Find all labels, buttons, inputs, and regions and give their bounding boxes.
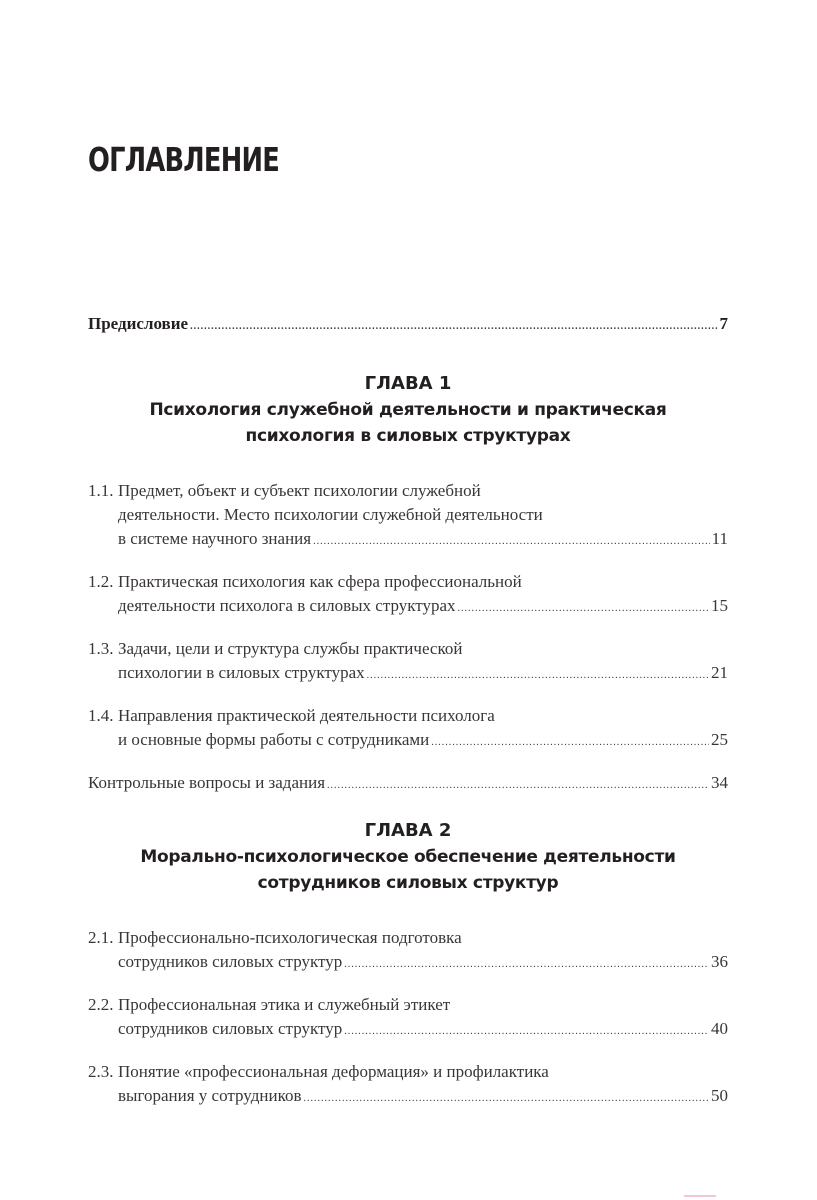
section-number: 1.3. <box>88 639 114 658</box>
toc-entry[interactable] <box>88 1060 728 1111</box>
toc-entry[interactable] <box>88 704 728 755</box>
page-number: 7 <box>719 314 728 333</box>
chapter-label: ГЛАВА 1 <box>364 373 452 394</box>
page-number: 21 <box>711 663 728 682</box>
page-number: 11 <box>711 529 728 548</box>
dot-leader <box>344 1020 709 1044</box>
dot-leader <box>344 953 709 977</box>
chapter-title-line: психология в силовых структурах <box>245 426 571 446</box>
dot-leader <box>190 315 717 339</box>
dot-leader <box>327 774 709 798</box>
chapter-heading <box>88 371 728 449</box>
entry-title: Профессионально-психологическая подготовка <box>118 928 462 947</box>
toc-entry-questions[interactable] <box>88 771 728 798</box>
entry-title: Практическая психология как сфера профессиональной <box>118 572 522 591</box>
page-number: 15 <box>711 596 728 615</box>
entry-title: деятельности. Место психологии служебной деятельности <box>118 505 543 524</box>
chapter-label: ГЛАВА 2 <box>364 820 452 841</box>
entry-title: Контрольные вопросы и задания <box>88 773 326 792</box>
entry-title: сотрудников силовых структур <box>118 1019 343 1038</box>
entry-title: Понятие «профессиональная деформация» и профилактика <box>118 1062 549 1081</box>
dot-leader <box>367 664 709 688</box>
entry-title: выгорания у сотрудников <box>118 1086 302 1105</box>
entry-title: и основные формы работы с сотрудниками <box>118 730 430 749</box>
page-number: 50 <box>711 1086 728 1105</box>
chapter-title-line: Морально-психологическое обеспечение деятельности <box>140 847 676 867</box>
page-edge-mark <box>684 1195 716 1197</box>
chapter-title-line: Психология служебной деятельности и практическая <box>149 400 667 420</box>
section-number: 2.3. <box>88 1062 114 1081</box>
entry-title: Задачи, цели и структура службы практической <box>118 639 463 658</box>
entry-title: Направления практической деятельности психолога <box>118 706 495 725</box>
section-number: 1.2. <box>88 572 114 591</box>
page-number: 40 <box>711 1019 728 1038</box>
dot-leader <box>458 597 709 621</box>
section-number: 1.4. <box>88 706 114 725</box>
toc-entry[interactable] <box>88 926 728 977</box>
dot-leader <box>431 731 709 755</box>
entry-title: сотрудников силовых структур <box>118 952 343 971</box>
section-number: 2.2. <box>88 995 114 1014</box>
entry-title: Предмет, объект и субъект психологии служебной <box>118 481 481 500</box>
section-number: 2.1. <box>88 928 114 947</box>
section-number: 1.1. <box>88 481 114 500</box>
toc-entry[interactable] <box>88 479 728 554</box>
page-number: 25 <box>711 730 728 749</box>
entry-title: деятельности психолога в силовых структурах <box>118 596 456 615</box>
page-number: 36 <box>711 952 728 971</box>
dot-leader <box>304 1087 710 1111</box>
dot-leader <box>313 530 710 554</box>
toc-entry-preface[interactable] <box>88 312 728 339</box>
chapter-heading <box>88 818 728 896</box>
toc-entry[interactable] <box>88 637 728 688</box>
toc-entry[interactable] <box>88 993 728 1044</box>
entry-title: Предисловие <box>88 314 189 333</box>
page-number: 34 <box>711 773 728 792</box>
page-title: ОГЛАВЛЕНИЕ <box>88 140 280 179</box>
entry-title: в системе научного знания <box>118 529 312 548</box>
toc-entry[interactable] <box>88 570 728 621</box>
chapter-title-line: сотрудников силовых структур <box>257 873 559 893</box>
entry-title: психологии в силовых структурах <box>118 663 365 682</box>
table-of-contents <box>88 312 728 1111</box>
entry-title: Профессиональная этика и служебный этикет <box>118 995 451 1014</box>
